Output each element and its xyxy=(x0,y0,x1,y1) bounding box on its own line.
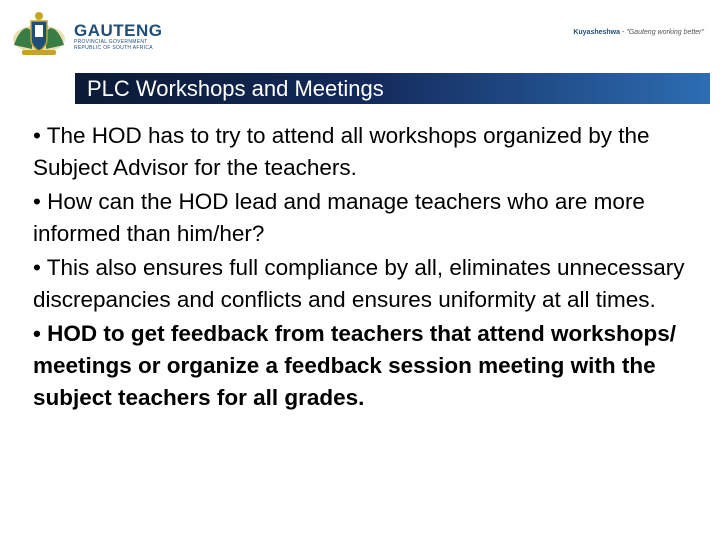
slogan-word: Kuyasheshwa xyxy=(573,29,621,36)
slogan-separator: - xyxy=(620,29,627,36)
coat-of-arms-icon xyxy=(10,9,68,57)
slide-header xyxy=(0,0,720,66)
brand-name: GAUTENG xyxy=(74,21,163,40)
slogan-quote: "Gauteng working better" xyxy=(626,29,704,36)
slide-title: PLC Workshops and Meetings xyxy=(87,76,384,101)
bullet-item: • How can the HOD lead and manage teachers who are more informed than him/her? xyxy=(33,189,645,246)
bullet-item: • This also ensures full compliance by all, eliminates unnecessary discrepancies and conflicts and ensures uniformity at all times. xyxy=(33,255,685,312)
slogan xyxy=(573,29,704,36)
bullet-item: • The HOD has to try to attend all workshops organized by the Subject Advisor for the teachers. xyxy=(33,123,650,180)
title-bar xyxy=(75,73,710,104)
brand-subtitle-country: REPUBLIC OF SOUTH AFRICA xyxy=(74,45,153,51)
slide-body xyxy=(33,120,703,416)
bullet-item-emphasis: • HOD to get feedback from teachers that attend workshops/ meetings or organize a feedback session meeting with the subject teachers for all grades. xyxy=(33,321,676,410)
brand-subtitle: PROVINCIAL GOVERNMENT xyxy=(74,39,148,45)
brand-logo-text xyxy=(74,22,163,51)
